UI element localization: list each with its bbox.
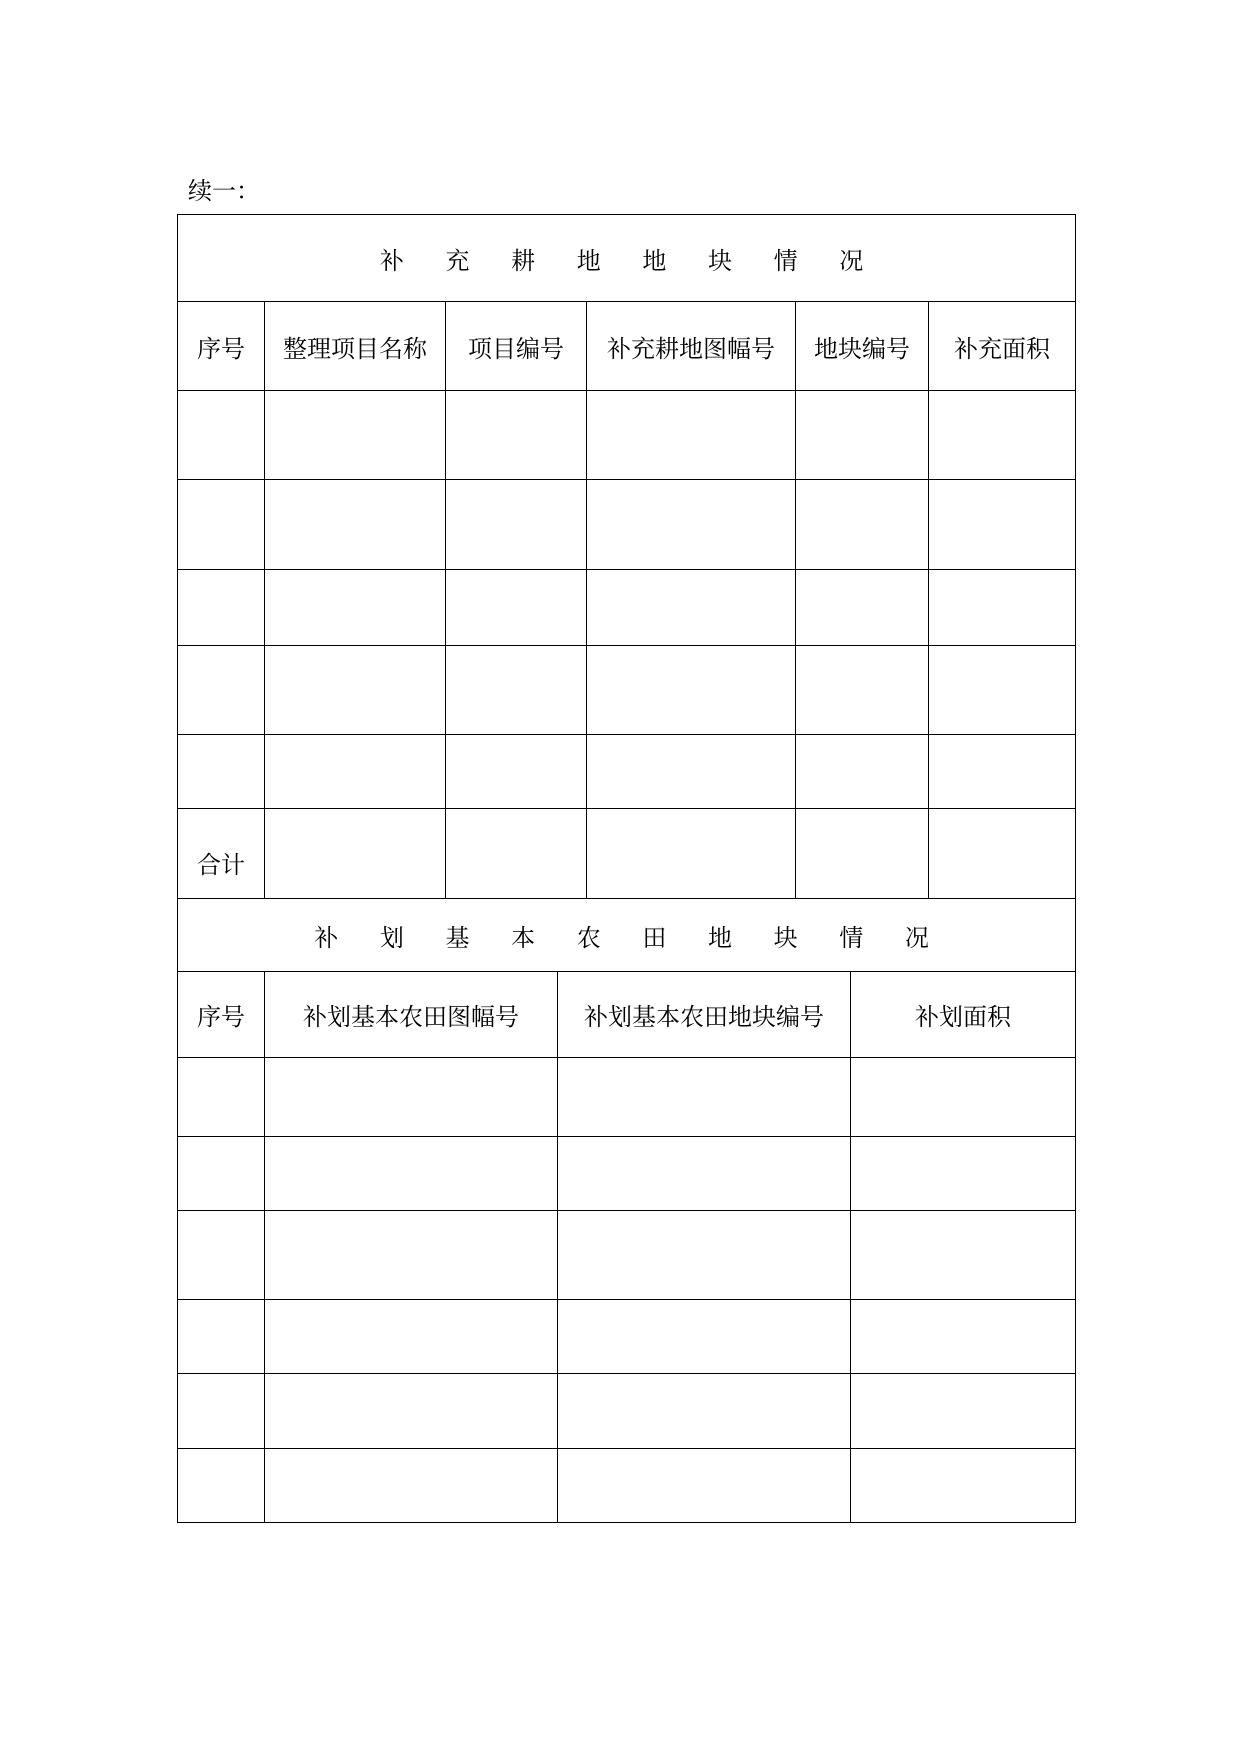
table-cell[interactable] [558, 1211, 851, 1300]
header-map-sheet-no: 补划基本农田图幅号 [265, 972, 558, 1058]
table-cell[interactable] [558, 1374, 851, 1449]
table-cell[interactable] [796, 391, 929, 480]
header-project-name: 整理项目名称 [265, 302, 446, 391]
table-cell[interactable] [558, 1300, 851, 1374]
table-cell[interactable] [796, 480, 929, 570]
table-row [178, 1300, 1076, 1374]
table-cell[interactable] [265, 1300, 558, 1374]
table-cell[interactable] [178, 480, 265, 570]
table-cell[interactable] [851, 1374, 1076, 1449]
header-project-no: 项目编号 [446, 302, 587, 391]
table-cell[interactable] [178, 735, 265, 809]
table-cell[interactable] [929, 391, 1076, 480]
table-cell[interactable] [587, 809, 796, 899]
header-area: 补充面积 [929, 302, 1076, 391]
table-cell[interactable] [929, 735, 1076, 809]
table-cell[interactable] [178, 570, 265, 646]
table-cell[interactable] [178, 1211, 265, 1300]
table-header-row [178, 302, 1076, 391]
table-cell[interactable] [558, 1449, 851, 1523]
table-cell[interactable] [265, 646, 446, 735]
table-row [178, 570, 1076, 646]
table-cell[interactable] [558, 1058, 851, 1137]
total-row [178, 809, 1076, 899]
table-row [178, 735, 1076, 809]
table-cell[interactable] [265, 1449, 558, 1523]
table-cell[interactable] [265, 809, 446, 899]
table-cell[interactable] [851, 1211, 1076, 1300]
table-row [178, 1374, 1076, 1449]
table-cell[interactable] [265, 570, 446, 646]
table-cell[interactable] [587, 391, 796, 480]
table-cell[interactable] [265, 1374, 558, 1449]
table-row [178, 1211, 1076, 1300]
table-cell[interactable] [851, 1058, 1076, 1137]
table-cell[interactable] [929, 570, 1076, 646]
table-cell[interactable] [851, 1137, 1076, 1211]
table-cell[interactable] [587, 646, 796, 735]
table-cell[interactable] [178, 646, 265, 735]
table-cell[interactable] [178, 391, 265, 480]
header-seq: 序号 [178, 302, 265, 391]
header-seq: 序号 [178, 972, 265, 1058]
table-header-row [178, 972, 1076, 1058]
table-row [178, 1137, 1076, 1211]
header-area: 补划面积 [851, 972, 1076, 1058]
header-plot-no: 地块编号 [796, 302, 929, 391]
table-row [178, 1449, 1076, 1523]
table-cell[interactable] [796, 735, 929, 809]
table-cell[interactable] [851, 1300, 1076, 1374]
table-cell[interactable] [265, 480, 446, 570]
table-cell[interactable] [446, 391, 587, 480]
table-cell[interactable] [178, 1300, 265, 1374]
table-row [178, 391, 1076, 480]
table-cell[interactable] [929, 809, 1076, 899]
table-cell[interactable] [446, 809, 587, 899]
table-cell[interactable] [446, 570, 587, 646]
table-cell[interactable] [265, 1058, 558, 1137]
total-label: 合计 [178, 809, 265, 899]
table-cell[interactable] [587, 570, 796, 646]
table-cell[interactable] [265, 391, 446, 480]
header-plot-no: 补划基本农田地块编号 [558, 972, 851, 1058]
table-cell[interactable] [265, 1211, 558, 1300]
table-row [178, 1058, 1076, 1137]
table-cell[interactable] [587, 480, 796, 570]
table-cell[interactable] [796, 646, 929, 735]
table-cell[interactable] [178, 1374, 265, 1449]
table-cell[interactable] [929, 480, 1076, 570]
table-cell[interactable] [587, 735, 796, 809]
table-row [178, 646, 1076, 735]
basic-farmland-table [177, 898, 1076, 1523]
supplementary-farmland-table [177, 214, 1076, 899]
table-cell[interactable] [446, 735, 587, 809]
table-cell[interactable] [929, 646, 1076, 735]
table-cell[interactable] [178, 1137, 265, 1211]
table-cell[interactable] [558, 1137, 851, 1211]
basic-farmland-title: 补 划 基 本 农 田 地 块 情 况 [178, 899, 1076, 972]
table-cell[interactable] [796, 809, 929, 899]
continuation-label: 续一： [188, 177, 260, 205]
table-cell[interactable] [265, 1137, 558, 1211]
table-row [178, 480, 1076, 570]
table-cell[interactable] [851, 1449, 1076, 1523]
table-cell[interactable] [265, 735, 446, 809]
table-cell[interactable] [446, 646, 587, 735]
table-cell[interactable] [178, 1058, 265, 1137]
table-cell[interactable] [796, 570, 929, 646]
table-cell[interactable] [446, 480, 587, 570]
supplementary-farmland-title: 补 充 耕 地 地 块 情 况 [178, 215, 1076, 302]
header-map-sheet-no: 补充耕地图幅号 [587, 302, 796, 391]
table-cell[interactable] [178, 1449, 265, 1523]
